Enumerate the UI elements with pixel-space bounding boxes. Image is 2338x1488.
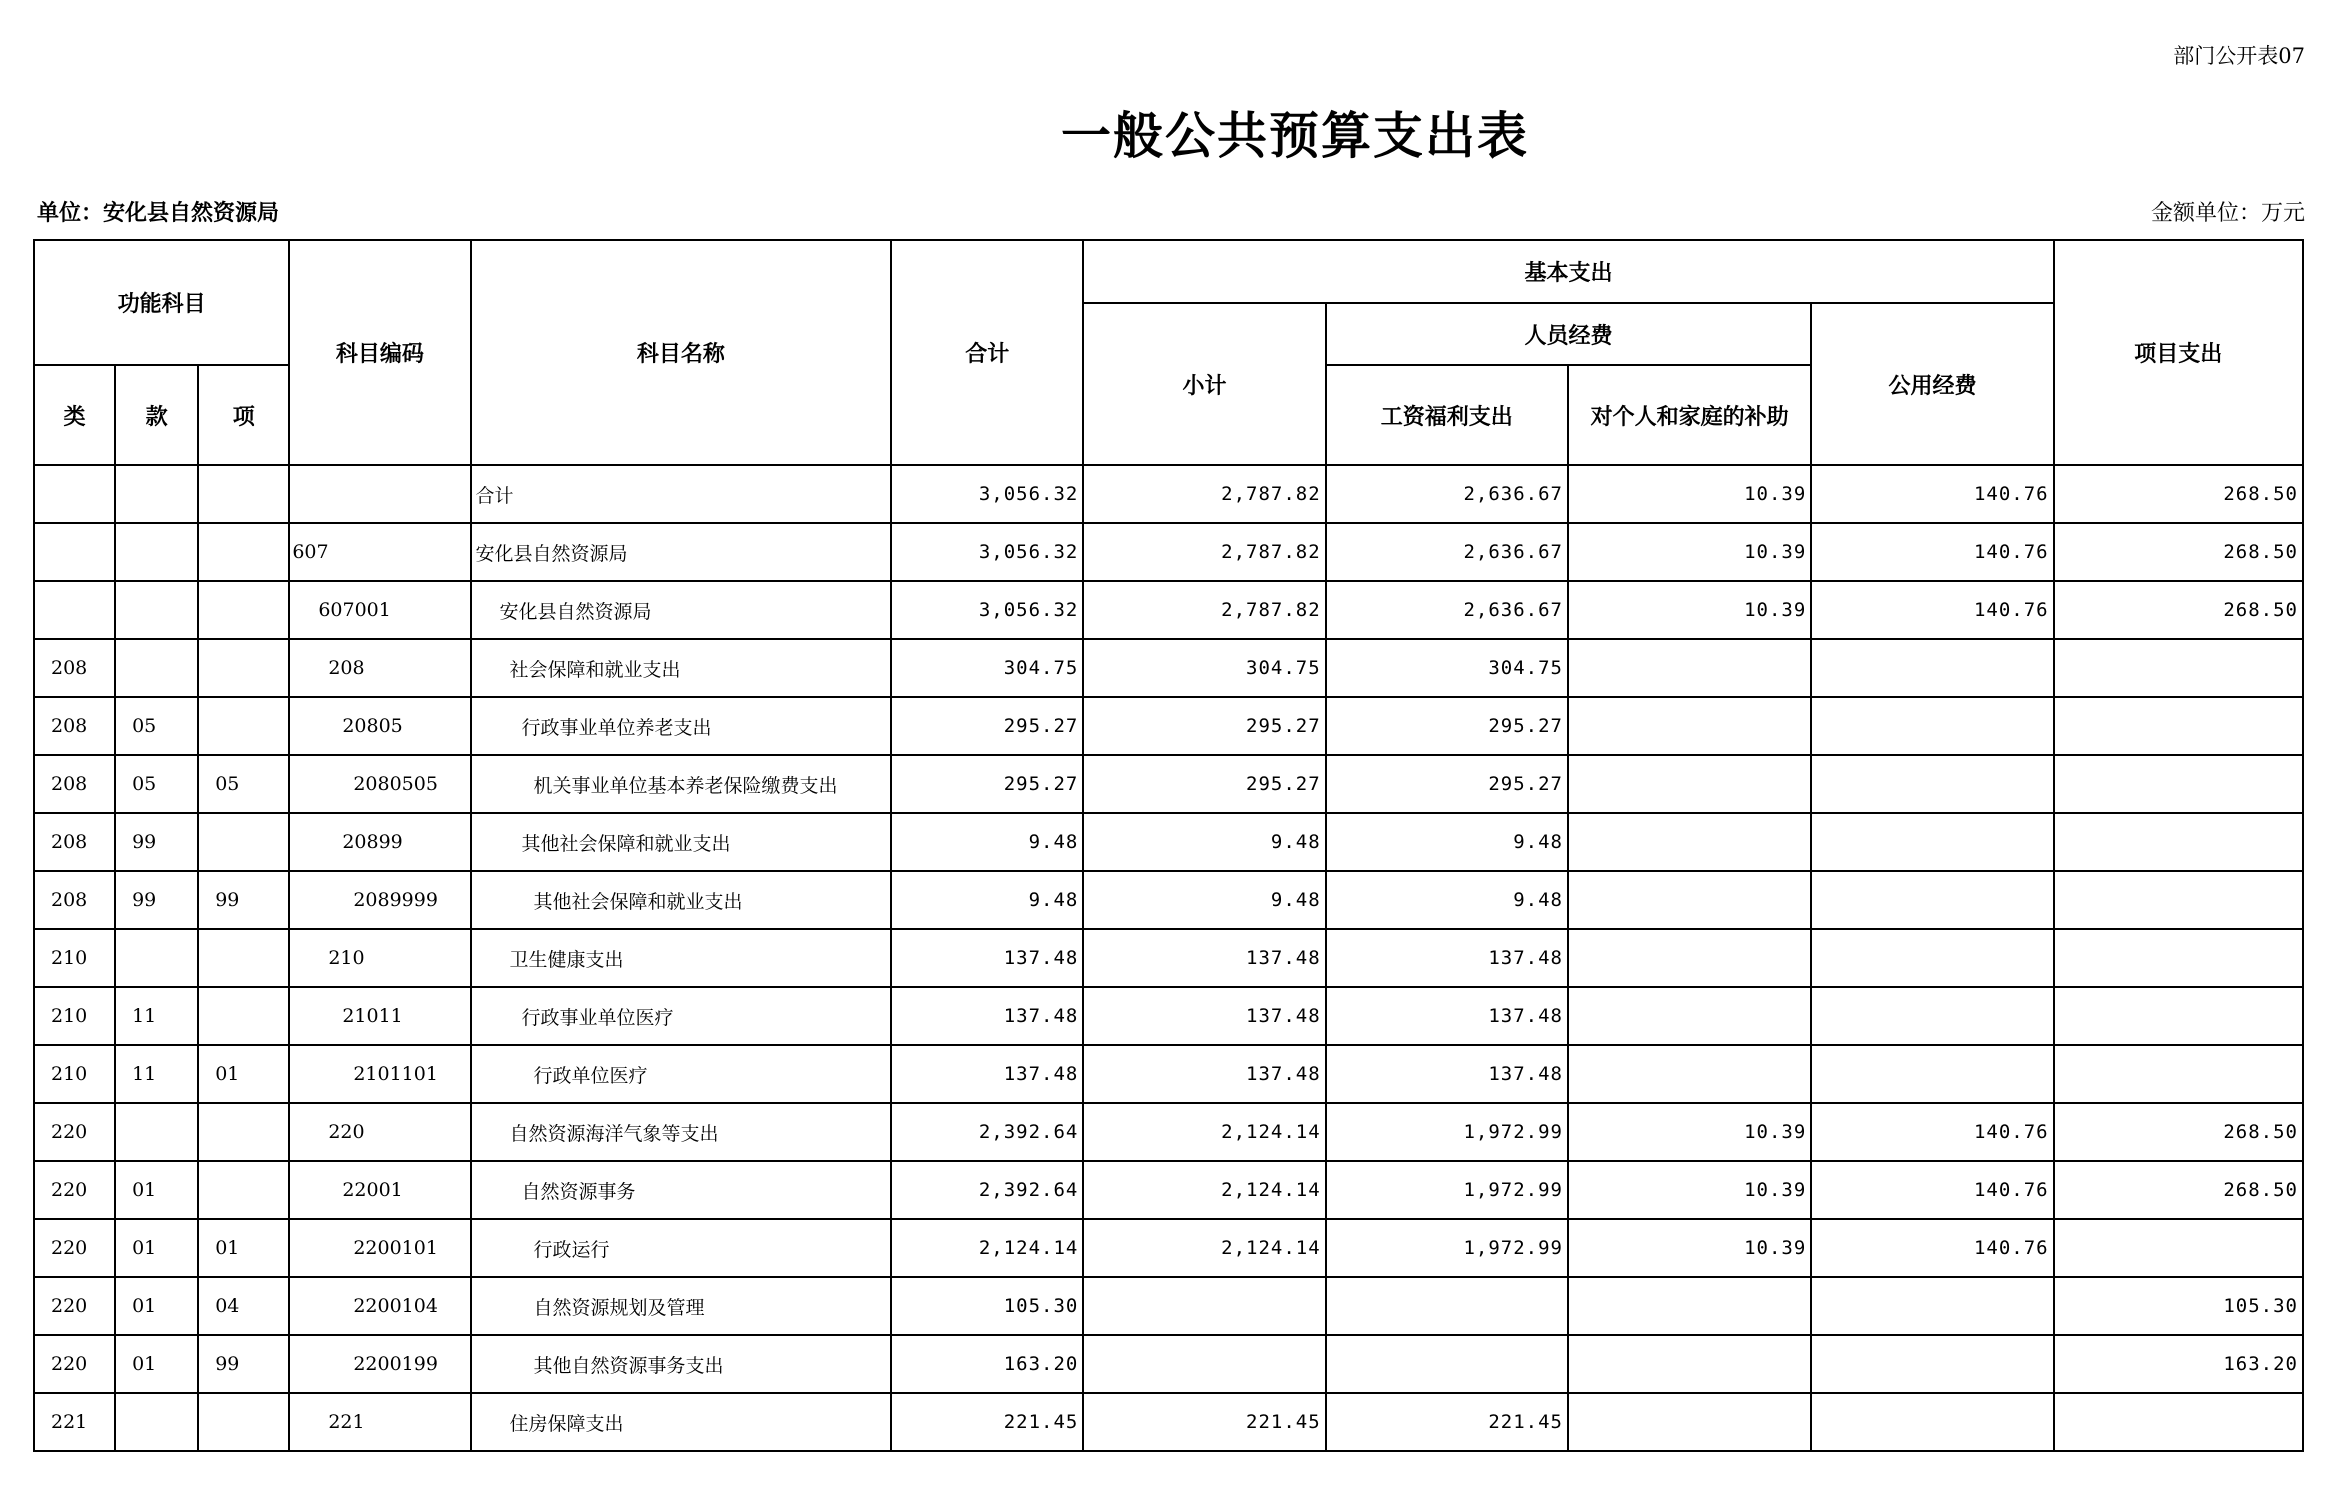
cell-project	[2054, 1219, 2303, 1277]
header-public: 公用经费	[1811, 303, 2053, 465]
header-xiang: 项	[198, 365, 289, 465]
cell-project	[2054, 987, 2303, 1045]
header-total: 合计	[891, 240, 1083, 465]
cell-subtotal: 2,124.14	[1083, 1103, 1325, 1161]
cell-subtotal: 137.48	[1083, 987, 1325, 1045]
cell-code: 2200199	[289, 1335, 470, 1393]
cell-lei	[34, 523, 115, 581]
cell-public: 140.76	[1811, 1219, 2053, 1277]
cell-subtotal	[1083, 1277, 1325, 1335]
cell-subsidy	[1568, 987, 1811, 1045]
cell-xiang	[198, 813, 289, 871]
cell-xiang	[198, 465, 289, 523]
cell-lei	[34, 465, 115, 523]
cell-lei: 221	[34, 1393, 115, 1451]
cell-name: 机关事业单位基本养老保险缴费支出	[471, 755, 892, 813]
cell-salary: 9.48	[1326, 871, 1568, 929]
cell-code: 2101101	[289, 1045, 470, 1103]
cell-lei: 220	[34, 1277, 115, 1335]
cell-name: 安化县自然资源局	[471, 523, 892, 581]
cell-lei: 210	[34, 1045, 115, 1103]
cell-project: 105.30	[2054, 1277, 2303, 1335]
table-row	[34, 813, 2303, 871]
cell-subsidy	[1568, 1045, 1811, 1103]
cell-project: 268.50	[2054, 1103, 2303, 1161]
cell-salary: 137.48	[1326, 1045, 1568, 1103]
cell-project	[2054, 697, 2303, 755]
header-basic: 基本支出	[1083, 240, 2053, 303]
cell-total: 9.48	[891, 813, 1083, 871]
cell-salary: 1,972.99	[1326, 1103, 1568, 1161]
header-personnel: 人员经费	[1326, 303, 1812, 365]
header-lei: 类	[34, 365, 115, 465]
cell-xiang: 01	[198, 1219, 289, 1277]
cell-subsidy	[1568, 929, 1811, 987]
cell-lei: 208	[34, 755, 115, 813]
cell-public	[1811, 871, 2053, 929]
cell-xiang	[198, 697, 289, 755]
cell-name: 其他社会保障和就业支出	[471, 871, 892, 929]
cell-project	[2054, 813, 2303, 871]
cell-subsidy	[1568, 1335, 1811, 1393]
cell-public: 140.76	[1811, 1103, 2053, 1161]
table-row	[34, 465, 2303, 523]
cell-kuan: 01	[115, 1277, 198, 1335]
cell-total: 137.48	[891, 929, 1083, 987]
cell-kuan	[115, 1103, 198, 1161]
cell-lei: 210	[34, 929, 115, 987]
cell-subtotal: 2,787.82	[1083, 465, 1325, 523]
cell-kuan: 01	[115, 1335, 198, 1393]
cell-name: 行政事业单位医疗	[471, 987, 892, 1045]
header-code: 科目编码	[289, 240, 470, 465]
cell-public	[1811, 813, 2053, 871]
unit-label: 单位：安化县自然资源局	[37, 201, 280, 226]
table-row	[34, 1219, 2303, 1277]
cell-salary: 2,636.67	[1326, 581, 1568, 639]
cell-subsidy: 10.39	[1568, 1103, 1811, 1161]
cell-salary: 1,972.99	[1326, 1219, 1568, 1277]
cell-total: 2,392.64	[891, 1161, 1083, 1219]
cell-salary: 221.45	[1326, 1393, 1568, 1451]
cell-project: 268.50	[2054, 581, 2303, 639]
cell-lei: 210	[34, 987, 115, 1045]
table-row	[34, 871, 2303, 929]
cell-subsidy	[1568, 813, 1811, 871]
cell-lei: 220	[34, 1335, 115, 1393]
cell-subsidy	[1568, 1393, 1811, 1451]
cell-code	[289, 465, 470, 523]
cell-lei: 220	[34, 1103, 115, 1161]
header-subsidy: 对个人和家庭的补助	[1568, 365, 1811, 465]
page-title: 一般公共预算支出表	[1061, 106, 1529, 165]
header-project: 项目支出	[2054, 240, 2303, 465]
cell-salary: 304.75	[1326, 639, 1568, 697]
cell-public	[1811, 1045, 2053, 1103]
cell-total: 137.48	[891, 1045, 1083, 1103]
cell-lei	[34, 581, 115, 639]
cell-kuan	[115, 1393, 198, 1451]
cell-lei: 220	[34, 1219, 115, 1277]
cell-code: 607001	[289, 581, 470, 639]
cell-public	[1811, 1335, 2053, 1393]
cell-kuan: 11	[115, 987, 198, 1045]
cell-kuan: 05	[115, 755, 198, 813]
table-row	[34, 1393, 2303, 1451]
cell-name: 卫生健康支出	[471, 929, 892, 987]
cell-lei: 220	[34, 1161, 115, 1219]
cell-name: 其他社会保障和就业支出	[471, 813, 892, 871]
cell-kuan	[115, 929, 198, 987]
cell-total: 3,056.32	[891, 465, 1083, 523]
cell-code: 2080505	[289, 755, 470, 813]
cell-total: 295.27	[891, 697, 1083, 755]
cell-subtotal: 137.48	[1083, 929, 1325, 987]
cell-project: 268.50	[2054, 465, 2303, 523]
table-row	[34, 755, 2303, 813]
cell-salary	[1326, 1335, 1568, 1393]
cell-subtotal: 221.45	[1083, 1393, 1325, 1451]
table-row	[34, 581, 2303, 639]
table-row	[34, 639, 2303, 697]
table-row	[34, 1161, 2303, 1219]
cell-subtotal: 295.27	[1083, 697, 1325, 755]
cell-project	[2054, 929, 2303, 987]
cell-subsidy: 10.39	[1568, 1219, 1811, 1277]
table-row	[34, 1335, 2303, 1393]
cell-lei: 208	[34, 639, 115, 697]
cell-subtotal: 9.48	[1083, 871, 1325, 929]
cell-name: 合计	[471, 465, 892, 523]
cell-public	[1811, 987, 2053, 1045]
cell-subtotal: 9.48	[1083, 813, 1325, 871]
cell-project	[2054, 755, 2303, 813]
cell-public	[1811, 755, 2053, 813]
cell-subsidy	[1568, 639, 1811, 697]
cell-name: 自然资源海洋气象等支出	[471, 1103, 892, 1161]
cell-salary: 9.48	[1326, 813, 1568, 871]
cell-code: 20805	[289, 697, 470, 755]
cell-kuan: 01	[115, 1161, 198, 1219]
cell-name: 社会保障和就业支出	[471, 639, 892, 697]
cell-xiang	[198, 1103, 289, 1161]
table-row	[34, 523, 2303, 581]
cell-project	[2054, 1045, 2303, 1103]
cell-name: 安化县自然资源局	[471, 581, 892, 639]
cell-total: 3,056.32	[891, 523, 1083, 581]
cell-code: 2200101	[289, 1219, 470, 1277]
table-row	[34, 697, 2303, 755]
cell-total: 304.75	[891, 639, 1083, 697]
cell-name: 行政事业单位养老支出	[471, 697, 892, 755]
cell-code: 607	[289, 523, 470, 581]
cell-public	[1811, 1277, 2053, 1335]
cell-subtotal: 2,787.82	[1083, 581, 1325, 639]
cell-salary: 1,972.99	[1326, 1161, 1568, 1219]
cell-subtotal: 304.75	[1083, 639, 1325, 697]
cell-salary: 137.48	[1326, 929, 1568, 987]
cell-public	[1811, 639, 2053, 697]
cell-kuan	[115, 639, 198, 697]
cell-kuan	[115, 581, 198, 639]
cell-total: 221.45	[891, 1393, 1083, 1451]
cell-xiang: 05	[198, 755, 289, 813]
cell-code: 208	[289, 639, 470, 697]
cell-xiang: 99	[198, 1335, 289, 1393]
form-number: 部门公开表07	[2173, 44, 2305, 68]
cell-project	[2054, 1393, 2303, 1451]
cell-kuan	[115, 523, 198, 581]
cell-xiang: 01	[198, 1045, 289, 1103]
cell-code: 2200104	[289, 1277, 470, 1335]
cell-subsidy: 10.39	[1568, 465, 1811, 523]
cell-name: 其他自然资源事务支出	[471, 1335, 892, 1393]
cell-name: 住房保障支出	[471, 1393, 892, 1451]
table-row	[34, 1277, 2303, 1335]
budget-table	[33, 239, 2304, 1452]
cell-project: 268.50	[2054, 523, 2303, 581]
cell-lei: 208	[34, 813, 115, 871]
cell-public: 140.76	[1811, 465, 2053, 523]
cell-xiang: 04	[198, 1277, 289, 1335]
cell-code: 22001	[289, 1161, 470, 1219]
cell-kuan: 99	[115, 871, 198, 929]
cell-public	[1811, 697, 2053, 755]
cell-kuan: 11	[115, 1045, 198, 1103]
cell-salary: 2,636.67	[1326, 523, 1568, 581]
cell-lei: 208	[34, 871, 115, 929]
cell-code: 210	[289, 929, 470, 987]
cell-subtotal: 137.48	[1083, 1045, 1325, 1103]
cell-total: 295.27	[891, 755, 1083, 813]
cell-code: 221	[289, 1393, 470, 1451]
cell-xiang	[198, 1393, 289, 1451]
cell-name: 自然资源规划及管理	[471, 1277, 892, 1335]
cell-subtotal: 2,787.82	[1083, 523, 1325, 581]
cell-code: 21011	[289, 987, 470, 1045]
table-row	[34, 929, 2303, 987]
header-salary: 工资福利支出	[1326, 365, 1568, 465]
cell-subsidy: 10.39	[1568, 1161, 1811, 1219]
cell-code: 220	[289, 1103, 470, 1161]
header-func-subject: 功能科目	[34, 240, 289, 365]
cell-xiang	[198, 987, 289, 1045]
cell-salary: 137.48	[1326, 987, 1568, 1045]
header-kuan: 款	[115, 365, 198, 465]
cell-subsidy: 10.39	[1568, 581, 1811, 639]
cell-name: 自然资源事务	[471, 1161, 892, 1219]
cell-name: 行政运行	[471, 1219, 892, 1277]
cell-subtotal: 295.27	[1083, 755, 1325, 813]
cell-total: 105.30	[891, 1277, 1083, 1335]
cell-total: 2,124.14	[891, 1219, 1083, 1277]
cell-subsidy	[1568, 755, 1811, 813]
cell-subtotal: 2,124.14	[1083, 1219, 1325, 1277]
cell-project	[2054, 639, 2303, 697]
cell-total: 9.48	[891, 871, 1083, 929]
cell-salary: 295.27	[1326, 755, 1568, 813]
cell-public: 140.76	[1811, 581, 2053, 639]
cell-total: 163.20	[891, 1335, 1083, 1393]
cell-public: 140.76	[1811, 523, 2053, 581]
cell-subtotal	[1083, 1335, 1325, 1393]
cell-public	[1811, 1393, 2053, 1451]
cell-lei: 208	[34, 697, 115, 755]
table-row	[34, 1103, 2303, 1161]
cell-salary: 2,636.67	[1326, 465, 1568, 523]
cell-project	[2054, 871, 2303, 929]
cell-subsidy	[1568, 871, 1811, 929]
cell-kuan: 01	[115, 1219, 198, 1277]
cell-public	[1811, 929, 2053, 987]
cell-kuan: 99	[115, 813, 198, 871]
cell-xiang: 99	[198, 871, 289, 929]
cell-subsidy: 10.39	[1568, 523, 1811, 581]
cell-kuan	[115, 465, 198, 523]
cell-subsidy	[1568, 697, 1811, 755]
amount-unit-label: 金额单位：万元	[2150, 201, 2305, 226]
cell-public: 140.76	[1811, 1161, 2053, 1219]
cell-total: 2,392.64	[891, 1103, 1083, 1161]
cell-total: 3,056.32	[891, 581, 1083, 639]
cell-salary	[1326, 1277, 1568, 1335]
cell-xiang	[198, 581, 289, 639]
cell-kuan: 05	[115, 697, 198, 755]
cell-xiang	[198, 523, 289, 581]
cell-xiang	[198, 1161, 289, 1219]
cell-xiang	[198, 639, 289, 697]
header-name: 科目名称	[471, 240, 892, 465]
cell-subsidy	[1568, 1277, 1811, 1335]
cell-total: 137.48	[891, 987, 1083, 1045]
table-row	[34, 987, 2303, 1045]
table-row	[34, 1045, 2303, 1103]
header-subtotal: 小计	[1083, 303, 1325, 465]
cell-code: 2089999	[289, 871, 470, 929]
cell-xiang	[198, 929, 289, 987]
cell-subtotal: 2,124.14	[1083, 1161, 1325, 1219]
cell-salary: 295.27	[1326, 697, 1568, 755]
cell-name: 行政单位医疗	[471, 1045, 892, 1103]
cell-project: 163.20	[2054, 1335, 2303, 1393]
cell-code: 20899	[289, 813, 470, 871]
cell-project: 268.50	[2054, 1161, 2303, 1219]
